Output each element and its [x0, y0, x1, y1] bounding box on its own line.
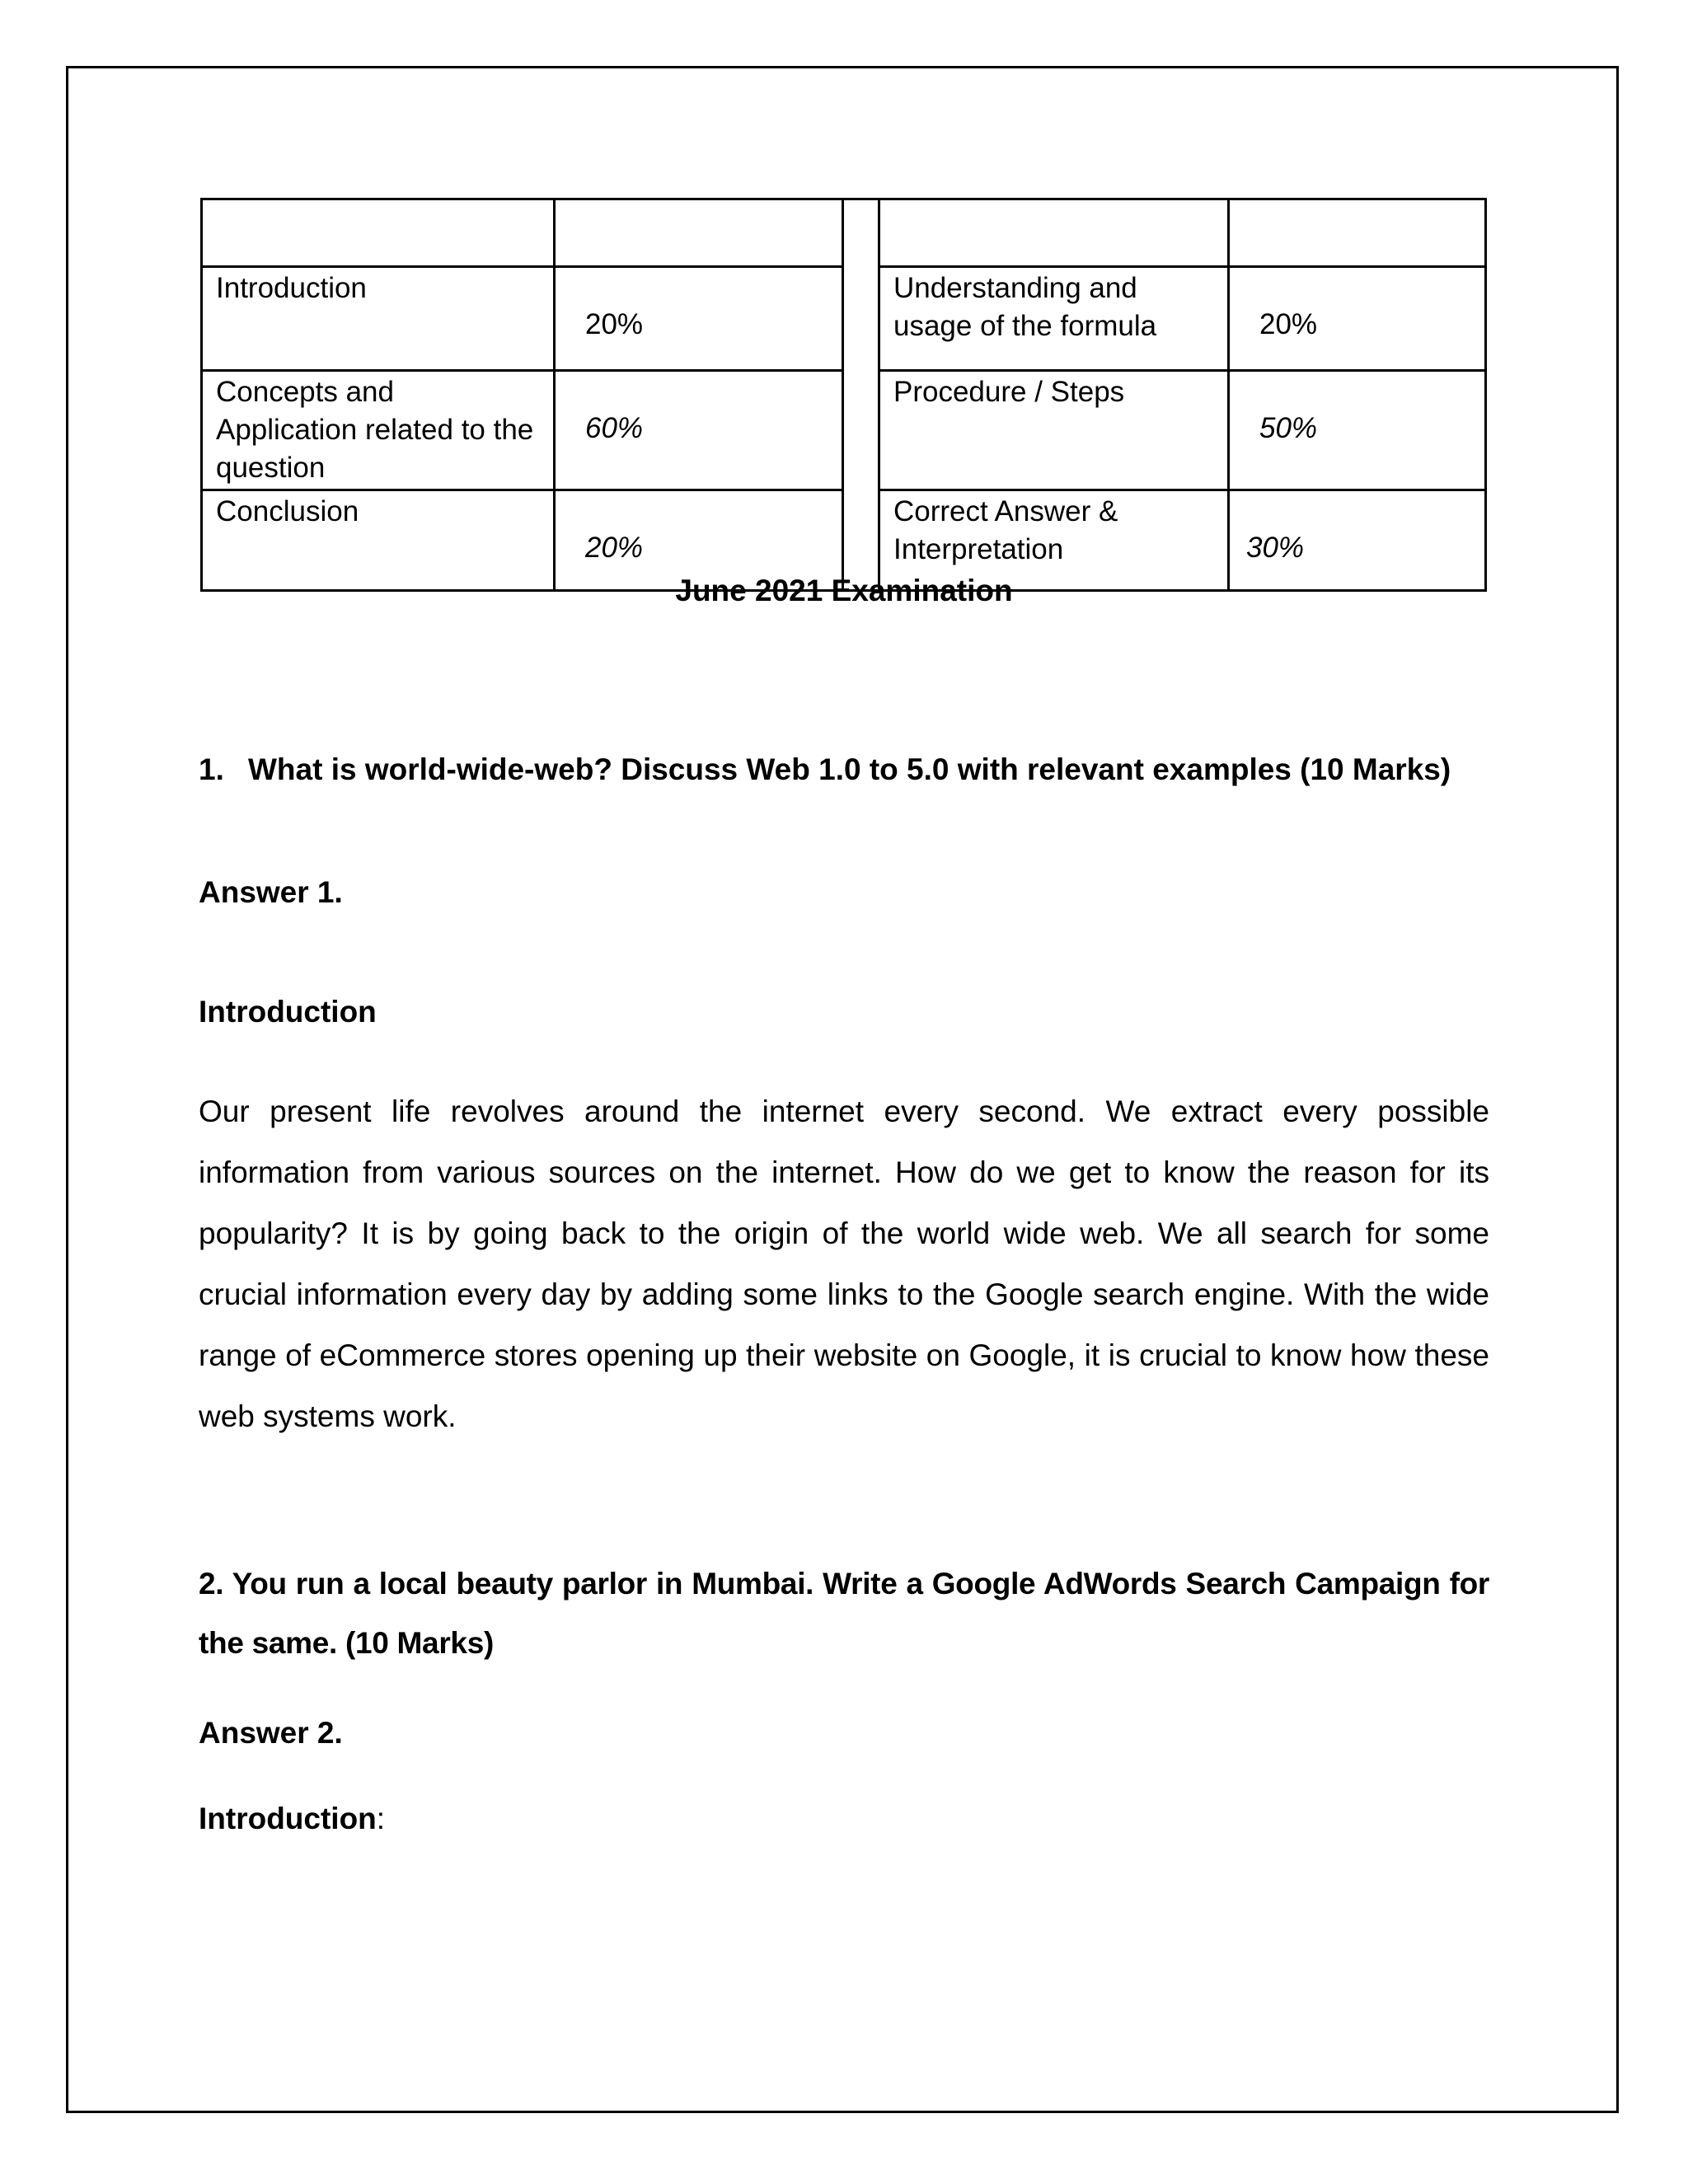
table-cell-weight: 20% — [555, 490, 843, 591]
table-cell-weight: 20% — [1229, 267, 1486, 371]
answer-2-label: Answer 2. — [199, 1716, 343, 1750]
table-cell-criterion: Procedure / Steps — [879, 371, 1229, 490]
answer-1-label: Answer 1. — [199, 875, 343, 909]
question-number: 1. — [199, 752, 224, 786]
table-cell-weight: 20% — [555, 267, 843, 371]
question-text: What is world-wide-web? Discuss Web 1.0 to 5.0 with relevant examples (10 Marks) — [248, 752, 1451, 786]
table-row — [202, 199, 1486, 267]
table-spacer-column — [843, 199, 879, 591]
question-2: 2. You run a local beauty parlor in Mumbai. Write a Google AdWords Search Campaign for the same. (10 Marks) — [199, 1567, 1489, 1660]
table-cell-criterion: Understanding and usage of the formula — [879, 267, 1229, 371]
question-1 — [199, 751, 1489, 789]
answer-1-intro-heading: Introduction — [199, 995, 377, 1029]
table-cell-criterion: Concepts and Application related to the question — [202, 371, 555, 490]
marks-distribution-table — [200, 198, 1487, 592]
table-cell-criterion: Introduction — [202, 267, 555, 371]
table-cell-weight: 30% — [1229, 490, 1486, 591]
table-cell — [555, 199, 843, 267]
answer-1-paragraph: Our present life revolves around the internet every second. We extract every possible information from various sources on the internet. How do we get to know the reason for its popularity? It is by going back to the origin of the world wide web. We all search for some crucial information every day by adding some links to the Google search engine. With the wide range of eCommerce stores opening up their website on Google, it is crucial to know how these web systems work. — [199, 1094, 1489, 1433]
table-cell — [879, 199, 1229, 267]
table-cell-criterion: Correct Answer & Interpretation — [879, 490, 1229, 591]
exam-heading: June 2021 Examination — [675, 574, 1013, 607]
table-cell-weight: 60% — [555, 371, 843, 490]
table-cell — [202, 199, 555, 267]
table-cell-criterion: Conclusion — [202, 490, 555, 591]
answer-2-intro-heading: Introduction — [199, 1802, 377, 1835]
answer-2-intro — [199, 1800, 1489, 1838]
table-cell — [1229, 199, 1486, 267]
table-cell-weight: 50% — [1229, 371, 1486, 490]
intro-colon: : — [376, 1802, 386, 1835]
